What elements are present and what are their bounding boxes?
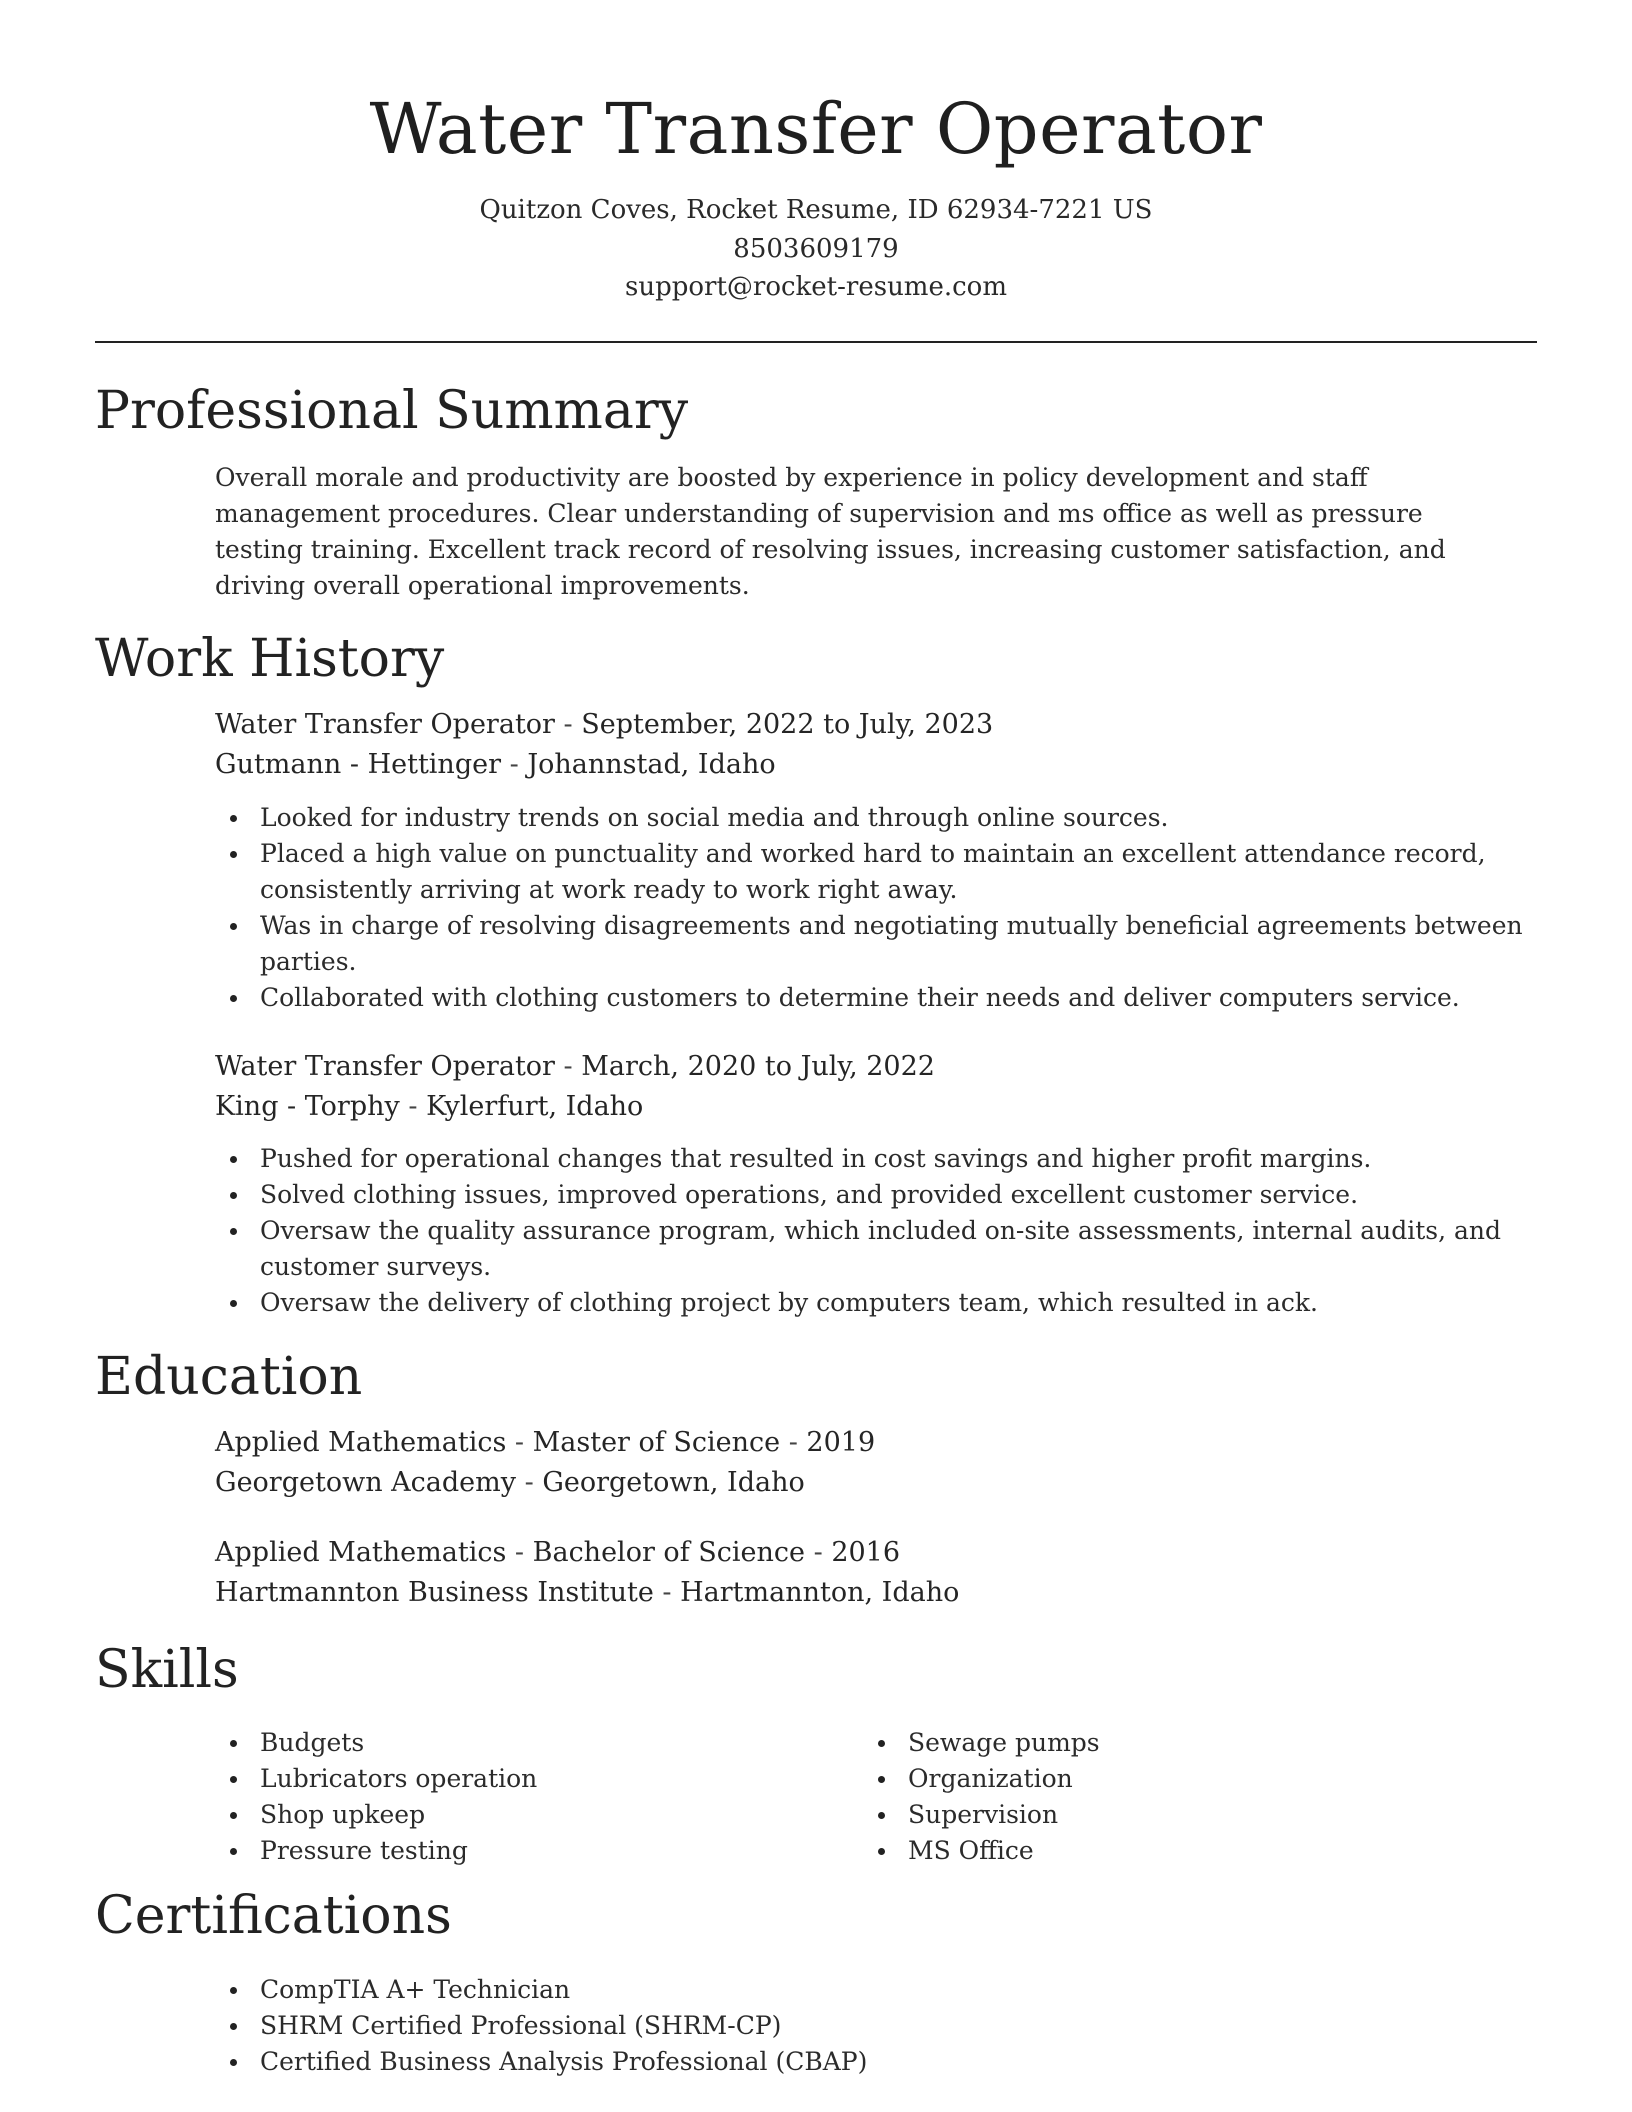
job-dates: March, 2020 to July, 2022	[581, 1051, 935, 1082]
list-item: Collaborated with clothing customers to determine their needs and deliver computers service.	[215, 980, 1537, 1016]
job-entry	[215, 1047, 1537, 1127]
list-item: Pushed for operational changes that resulted in cost savings and higher profit margins.	[215, 1141, 1537, 1177]
list-item: CompTIA A+ Technician	[215, 1972, 1537, 2008]
summary-block	[215, 460, 1515, 604]
education-degree: Bachelor of Science	[532, 1537, 805, 1568]
separator: -	[662, 1577, 681, 1608]
education-location: Hartmannton, Idaho	[680, 1577, 960, 1608]
list-item: Lubricators operation	[215, 1761, 855, 1797]
bullet-icon	[878, 1776, 885, 1783]
contact-email: support@rocket-resume.com	[624, 272, 1007, 302]
education-school: Georgetown Academy	[215, 1467, 516, 1498]
job-title-line	[215, 705, 1537, 745]
bullet-icon	[230, 1156, 237, 1163]
job-entry	[215, 705, 1537, 785]
skills-heading: Skills	[95, 1640, 239, 1700]
list-item: Pressure testing	[215, 1833, 855, 1869]
bullet-icon	[230, 2059, 237, 2066]
separator: -	[524, 1467, 543, 1498]
contact-address: Quitzon Coves, Rocket Resume, ID 62934-7221 US	[479, 195, 1153, 225]
education-degree-line	[215, 1423, 1537, 1463]
skills-left-column	[215, 1725, 855, 1869]
list-item: Shop upkeep	[215, 1797, 855, 1833]
list-item: Certified Business Analysis Professional (CBAP)	[215, 2044, 1537, 2080]
education-school-line	[215, 1463, 1537, 1503]
bullet-icon	[230, 2023, 237, 2030]
bullet-icon	[230, 1740, 237, 1747]
certifications-list	[215, 1972, 1537, 2080]
contact-phone: 8503609179	[733, 234, 899, 264]
list-item: Budgets	[215, 1725, 855, 1761]
education-school-line	[215, 1573, 1537, 1613]
list-item: Supervision	[863, 1797, 1503, 1833]
certifications-heading: Certifications	[95, 1886, 452, 1946]
separator: -	[408, 1091, 427, 1122]
bullet-icon	[878, 1812, 885, 1819]
job-role: Water Transfer Operator	[215, 1051, 555, 1082]
bullet-icon	[230, 995, 237, 1002]
list-item: Solved clothing issues, improved operations, and provided excellent customer service.	[215, 1177, 1537, 1213]
separator: -	[563, 1051, 582, 1082]
education-school: Hartmannton Business Institute	[215, 1577, 654, 1608]
bullet-icon	[230, 1987, 237, 1994]
bullet-icon	[230, 1812, 237, 1819]
separator: -	[813, 1537, 832, 1568]
separator: -	[788, 1427, 807, 1458]
separator: -	[509, 749, 528, 780]
separator: -	[563, 709, 582, 740]
header-divider	[95, 341, 1537, 343]
bullet-icon	[230, 1300, 237, 1307]
work-history-heading: Work History	[95, 629, 445, 689]
skills-right-column	[863, 1725, 1503, 1869]
bullet-icon	[878, 1740, 885, 1747]
list-item: Organization	[863, 1761, 1503, 1797]
job-location: Kylerfurt, Idaho	[426, 1091, 644, 1122]
job-bullets	[215, 1141, 1537, 1321]
job-company: King - Torphy	[215, 1091, 400, 1122]
education-year: 2019	[806, 1427, 876, 1458]
list-item: Placed a high value on punctuality and worked hard to maintain an excellent attendance record, consistently arriving at work ready to work right away.	[215, 836, 1537, 908]
education-entry	[215, 1533, 1537, 1613]
bullet-icon	[230, 1192, 237, 1199]
candidate-name: Water Transfer Operator	[369, 88, 1263, 170]
bullet-icon	[230, 923, 237, 930]
bullet-icon	[230, 1776, 237, 1783]
list-item: Sewage pumps	[863, 1725, 1503, 1761]
job-dates: September, 2022 to July, 2023	[581, 709, 994, 740]
education-field: Applied Mathematics	[215, 1537, 507, 1568]
bullet-icon	[230, 851, 237, 858]
education-degree-line	[215, 1533, 1537, 1573]
bullet-icon	[230, 1848, 237, 1855]
education-field: Applied Mathematics	[215, 1427, 507, 1458]
separator: -	[514, 1427, 533, 1458]
bullet-icon	[230, 1228, 237, 1235]
list-item: SHRM Certified Professional (SHRM-CP)	[215, 2008, 1537, 2044]
job-company: Gutmann - Hettinger	[215, 749, 501, 780]
education-degree: Master of Science	[532, 1427, 781, 1458]
education-location: Georgetown, Idaho	[542, 1467, 805, 1498]
summary-text: Overall morale and productivity are boosted by experience in policy development and staff management procedures. Clear understanding of supervision and ms office as well as pressure testing training. Excellent track record of resolving issues, increasing customer satisfaction, and driving overall operational improvements.	[215, 463, 1446, 600]
list-item: Was in charge of resolving disagreements and negotiating mutually beneficial agreements between parties.	[215, 908, 1537, 980]
list-item: Looked for industry trends on social media and through online sources.	[215, 800, 1537, 836]
list-item: Oversaw the quality assurance program, which included on-site assessments, internal audits, and customer surveys.	[215, 1213, 1537, 1285]
list-item: MS Office	[863, 1833, 1503, 1869]
education-year: 2016	[831, 1537, 901, 1568]
bullet-icon	[878, 1848, 885, 1855]
list-item: Oversaw the delivery of clothing project by computers team, which resulted in ack.	[215, 1285, 1537, 1321]
job-role: Water Transfer Operator	[215, 709, 555, 740]
job-company-line	[215, 745, 1537, 785]
job-title-line	[215, 1047, 1537, 1087]
education-heading: Education	[95, 1347, 363, 1407]
summary-heading: Professional Summary	[95, 381, 689, 441]
bullet-icon	[230, 815, 237, 822]
job-location: Johannstad, Idaho	[527, 749, 776, 780]
education-entry	[215, 1423, 1537, 1503]
separator: -	[514, 1537, 533, 1568]
job-bullets	[215, 800, 1537, 1016]
job-company-line	[215, 1087, 1537, 1127]
